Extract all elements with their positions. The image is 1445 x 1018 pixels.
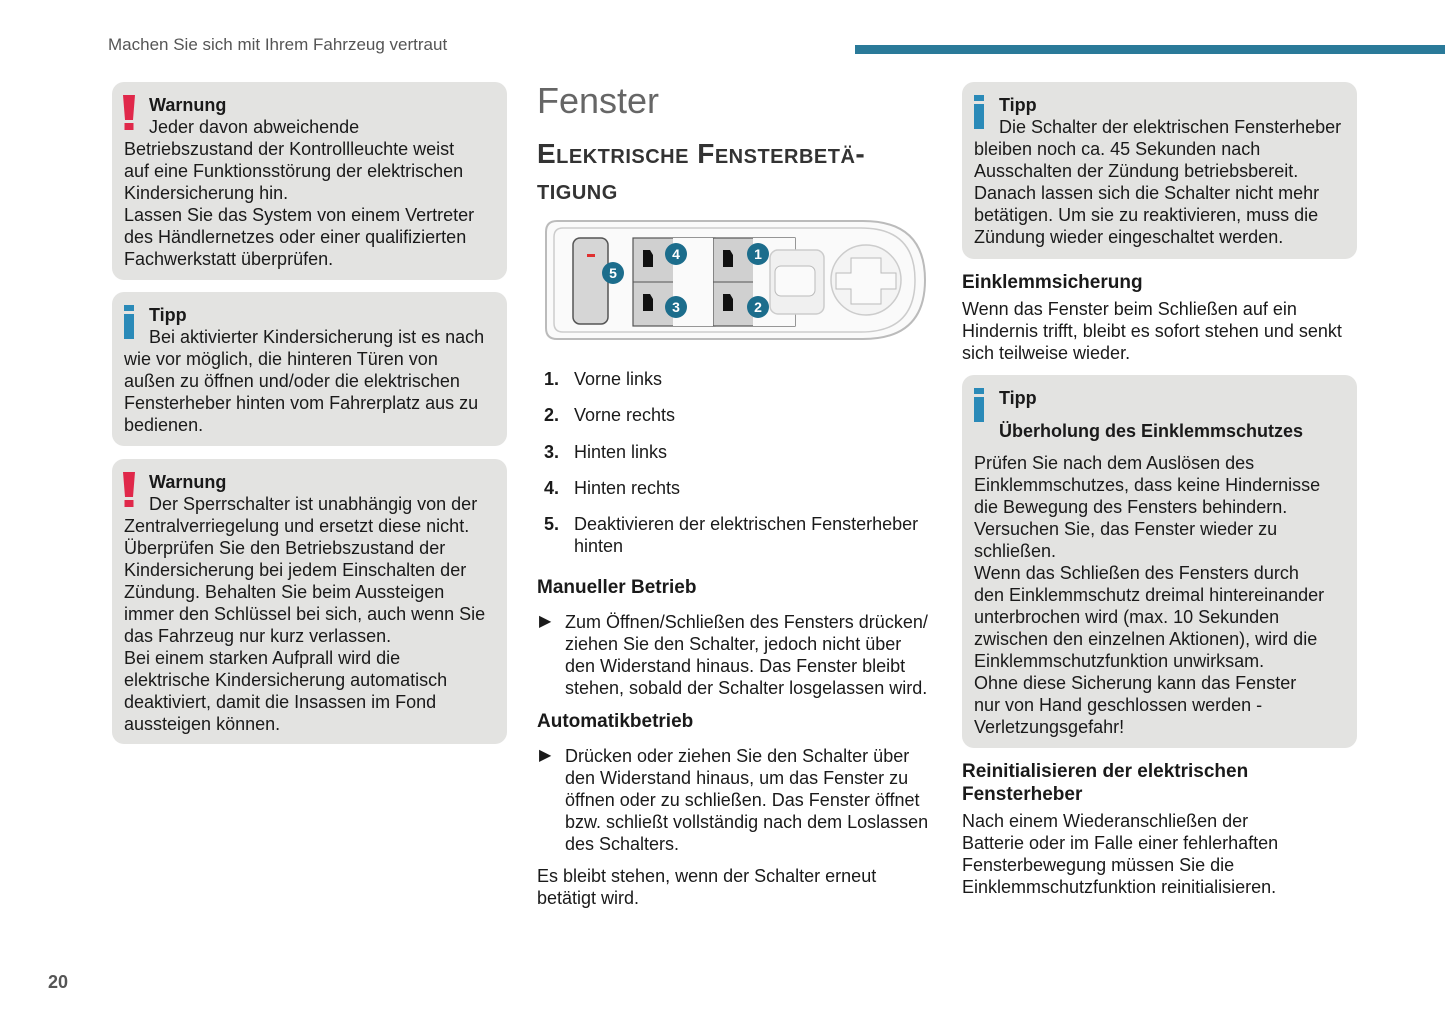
warning-box [112, 82, 507, 280]
manual-heading: Manueller Betrieb [537, 577, 697, 598]
closing-text: Es bleibt stehen, wenn der Schalter erneut betätigt wird. [537, 866, 877, 908]
reinit-heading: Reinitialisieren der elektrischen Fensterheber [962, 761, 1249, 805]
callout-1: 1 [754, 246, 762, 262]
section-title: Fenster [537, 80, 660, 121]
callout-5: 5 [609, 265, 617, 281]
header-accent-bar [855, 45, 1445, 54]
tip-box [962, 82, 1357, 259]
running-title: Machen Sie sich mit Ihrem Fahrzeug vertraut [108, 35, 448, 54]
tip-text: Bei aktivierter Kindersicherung ist es nach [149, 327, 485, 347]
pinch-text: Wenn das Fenster beim Schließen auf ein Hindernis trifft, bleibt es sofort stehen und senkt sich teilweise wieder. [962, 299, 1342, 363]
pinch-heading: Einklemmsicherung [962, 272, 1143, 293]
tip-text: Prüfen Sie nach dem Auslösen des Einklemmschutzes, dass keine Hindernisse die Bewegung des Fensters behindern. Versuchen Sie, das Fenster wieder zu schließen. Wenn das Schließen des Fensters durch den Einklemmschutz dreimal hintereinander unterbrochen wird (max. 10 Sekunden zwischen den einzelnen Aktionen), wird die Einklemmschutzfunktion unwirksam. Ohne diese Sicherung kann das Fenster nur von Hand geschlossen werden - Verletzungsgefahr! [974, 453, 1325, 737]
info-icon [973, 388, 985, 422]
callout-2: 2 [754, 299, 762, 315]
callout-3: 3 [672, 299, 680, 315]
reinit-text: Nach einem Wiederanschließen der Batterie oder im Falle einer fehlerhaften Fensterbewegung müssen Sie die Einklemmschutzfunktion reinitialisieren. [962, 811, 1279, 897]
legend-list: 1. Vorne links 2. Vorne rechts 3. Hinten links 4. Hinten rechts 5. Deaktivieren der elektrischen Fensterheber hinten [544, 369, 919, 556]
warning-text: Jeder davon abweichende [149, 117, 360, 137]
tip-box [962, 375, 1357, 748]
info-icon [973, 95, 985, 129]
warning-text: Betriebszustand der Kontrollleuchte weist auf eine Funktionsstörung der elektrischen Kindersicherung hin. Lassen Sie das System von einem Vertreter des Händlernetzes oder einer qualifizierten Fachwerkstatt überprüfen. [124, 139, 475, 269]
window-switch-panel-figure [543, 218, 928, 342]
warning-box [112, 459, 507, 744]
tip-title: Tipp [149, 305, 187, 325]
warning-text: Zentralverriegelung und ersetzt diese nicht. Überprüfen Sie den Betriebszustand der Kindersicherung bei jedem Einschalten der Zündung. Behalten Sie beim Aussteigen immer den Schlüssel bei sich, auch wenn Sie das Fahrzeug nur kurz verlassen. Bei einem starken Aufprall wird die elektrische Kindersicherung automatisch deaktiviert, damit die Insassen im Fond aussteigen können. [124, 516, 486, 734]
auto-heading: Automatikbetrieb [537, 711, 694, 732]
bullet-triangle-icon: ▶ [539, 747, 552, 764]
page-number: 20 [48, 972, 69, 992]
warning-icon [122, 95, 136, 131]
warning-title: Warnung [149, 472, 227, 492]
tip-text: bleiben noch ca. 45 Sekunden nach Ausschalten der Zündung betriebsbereit. Danach lassen sich die Schalter nicht mehr betätigen. Um sie zu reaktivieren, muss die Zündung wieder eingeschaltet werden. [974, 139, 1320, 247]
tip-text: Die Schalter der elektrischen Fensterheber [999, 117, 1342, 137]
tip-box [112, 292, 507, 446]
section-subtitle: Elektrische Fensterbetä- tigung [537, 138, 866, 205]
tip-subtitle: Überholung des Einklemmschutzes [999, 421, 1304, 441]
warning-text: Der Sperrschalter ist unabhängig von der [149, 494, 478, 514]
tip-title: Tipp [999, 388, 1037, 408]
warning-icon [122, 472, 136, 508]
warning-title: Warnung [149, 95, 227, 115]
tip-title: Tipp [999, 95, 1037, 115]
tip-text: wie vor möglich, die hinteren Türen von außen zu öffnen und/oder die elektrischen Fensterheber hinten vom Fahrerplatz aus zu bedienen. [124, 349, 479, 435]
info-icon [123, 305, 135, 339]
bullet-triangle-icon: ▶ [539, 613, 552, 630]
callout-4: 4 [672, 246, 680, 262]
